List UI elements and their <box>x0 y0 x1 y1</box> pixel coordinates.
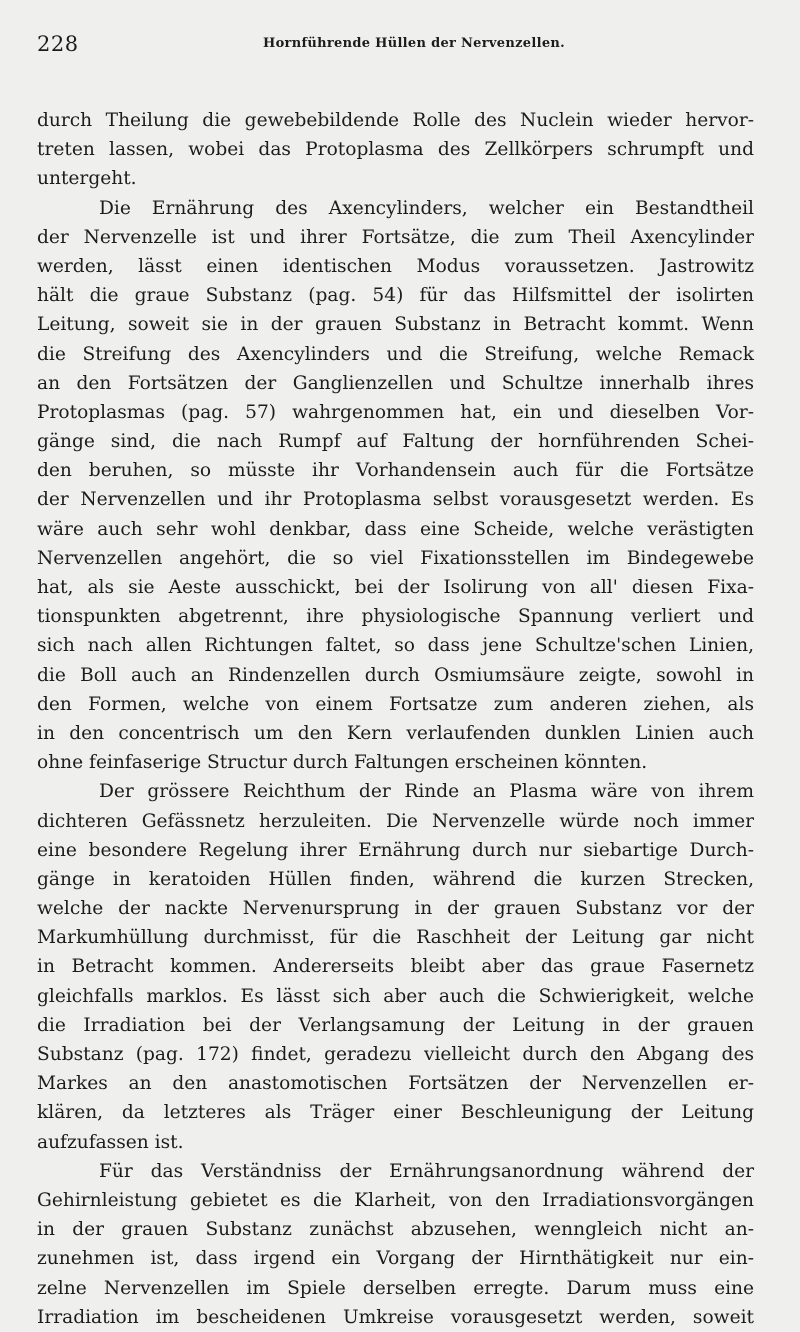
text-line: zelne Nervenzellen im Spiele derselben erregte. Darum muss eine <box>37 1277 754 1299</box>
text-line: in den concentrisch um den Kern verlaufenden dunklen Linien auch <box>37 722 754 744</box>
text-line: untergeht. <box>37 168 137 190</box>
text-line: sich nach allen Richtungen faltet, so dass jene Schultze'schen Linien, <box>37 635 754 657</box>
text-line: Für das Verständniss der Ernährungsanordnung während der <box>99 1160 754 1182</box>
text-line: Gehirnleistung gebietet es die Klarheit, von den Irradiationsvorgängen <box>37 1189 754 1211</box>
text-line: ohne feinfaserige Structur durch Faltungen erscheinen könnten. <box>37 752 648 774</box>
text-line: Markes an den anastomotischen Fortsätzen der Nervenzellen er- <box>37 1073 754 1095</box>
text-line: tionspunkten abgetrennt, ihre physiologische Spannung verliert und <box>37 606 754 628</box>
text-line: Protoplasmas (pag. 57) wahrgenommen hat, ein und dieselben Vor- <box>37 401 754 423</box>
text-line: gänge in keratoiden Hüllen finden, während die kurzen Strecken, <box>37 868 754 890</box>
text-line: die Boll auch an Rindenzellen durch Osmiumsäure zeigte, sowohl in <box>37 664 754 686</box>
text-line: werden, lässt einen identischen Modus voraussetzen. Jastrowitz <box>37 255 754 277</box>
page-number: 228 <box>37 32 79 56</box>
text-line: treten lassen, wobei das Protoplasma des Zellkörpers schrumpft und <box>37 139 754 161</box>
text-line: klären, da letzteres als Träger einer Beschleunigung der Leitung <box>37 1102 754 1124</box>
text-line: Leitung, soweit sie in der grauen Substanz in Betracht kommt. Wenn <box>37 314 754 336</box>
text-line: Markumhüllung durchmisst, für die Raschheit der Leitung gar nicht <box>37 927 754 949</box>
text-line: den Formen, welche von einem Fortsatze zum anderen ziehen, als <box>37 693 754 715</box>
text-line: an den Fortsätzen der Ganglienzellen und Schultze innerhalb ihres <box>37 372 754 394</box>
text-line: Irradiation im bescheidenen Umkreise vorausgesetzt werden, soweit <box>37 1306 754 1328</box>
body-text <box>37 106 754 1332</box>
text-line: die Streifung des Axencylinders und die Streifung, welche Remack <box>37 343 754 365</box>
text-line: Nervenzellen angehört, die so viel Fixationsstellen im Bindegewebe <box>37 547 754 569</box>
text-line: aufzufassen ist. <box>37 1131 184 1153</box>
running-title: Hornführende Hüllen der Nervenzellen. <box>263 36 565 51</box>
text-line: dichteren Gefässnetz herzuleiten. Die Nervenzelle würde noch immer <box>37 810 754 832</box>
text-line: wäre auch sehr wohl denkbar, dass eine Scheide, welche verästigten <box>37 518 754 540</box>
text-line: zunehmen ist, dass irgend ein Vorgang der Hirnthätigkeit nur ein- <box>37 1248 754 1270</box>
text-line: die Irradiation bei der Verlangsamung der Leitung in der grauen <box>37 1014 754 1036</box>
text-line: der Nervenzelle ist und ihrer Fortsätze, die zum Theil Axencylinder <box>37 226 754 248</box>
text-line: den beruhen, so müsste ihr Vorhandensein auch für die Fortsätze <box>37 460 754 482</box>
page-header <box>37 32 754 58</box>
text-line: hält die graue Substanz (pag. 54) für das Hilfsmittel der isolirten <box>37 285 754 307</box>
text-line: eine besondere Regelung ihrer Ernährung durch nur siebartige Durch- <box>37 839 754 861</box>
text-line: Substanz (pag. 172) findet, geradezu vielleicht durch den Abgang des <box>37 1044 754 1065</box>
text-line: gleichfalls marklos. Es lässt sich aber auch die Schwierigkeit, welche <box>37 985 754 1007</box>
text-line: gänge sind, die nach Rumpf auf Faltung der hornführenden Schei- <box>37 431 754 453</box>
text-line: welche der nackte Nervenursprung in der grauen Substanz vor der <box>37 898 754 920</box>
text-line: durch Theilung die gewebebildende Rolle des Nuclein wieder hervor- <box>37 110 754 131</box>
text-line: Der grössere Reichthum der Rinde an Plasma wäre von ihrem <box>99 781 754 803</box>
text-line: in der grauen Substanz zunächst abzusehen, wenngleich nicht an- <box>37 1219 754 1241</box>
text-line: Die Ernährung des Axencylinders, welcher ein Bestandtheil <box>99 197 754 219</box>
text-line: der Nervenzellen und ihr Protoplasma selbst vorausgesetzt werden. Es <box>37 489 754 511</box>
text-line: in Betracht kommen. Andererseits bleibt aber das graue Fasernetz <box>37 956 754 978</box>
text-line: hat, als sie Aeste ausschickt, bei der Isolirung von all' diesen Fixa- <box>37 577 754 598</box>
